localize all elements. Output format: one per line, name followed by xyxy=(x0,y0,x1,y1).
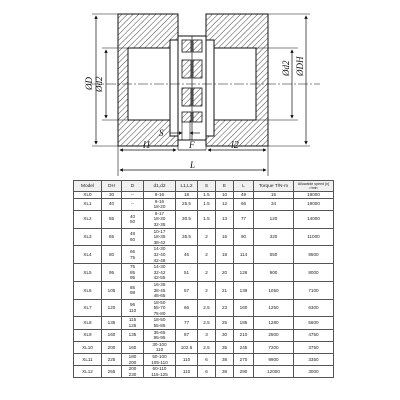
cell-d1-d2-line: 18-30 xyxy=(153,216,166,222)
cell-d1-d2-line: 18-35 xyxy=(153,234,166,240)
cell-model: XL7 xyxy=(74,299,102,317)
cell-speed: 8000 xyxy=(294,264,334,282)
cell-s: 6 xyxy=(198,366,216,378)
cell-d-line: 66 xyxy=(129,249,136,255)
cell-s: 2 xyxy=(198,246,216,264)
cell-l: 66 xyxy=(234,198,254,210)
cell-e: 12 xyxy=(216,198,234,210)
cell-d-line: 40 xyxy=(129,213,136,219)
cell-dh: 95 xyxy=(102,264,122,282)
cell-e: 15 xyxy=(216,228,234,246)
cell-d1-d2-line: 32-35 xyxy=(153,221,166,227)
label-l2: l2 xyxy=(231,140,239,151)
cell-d1-d2-line: 48-65 xyxy=(153,293,166,299)
cell-d1-d2 xyxy=(144,366,176,378)
cell-d-line: 110 xyxy=(128,308,137,314)
cell-d1-d2-line: 105-110 xyxy=(151,359,168,365)
label-s: S xyxy=(159,128,164,138)
cell-d xyxy=(122,341,144,353)
cell-model: XL9 xyxy=(74,329,102,341)
cell-l1-l2: 18 xyxy=(176,192,198,199)
cell-l1-l2: 46 xyxy=(176,246,198,264)
cell-d1-d2-line: 10-17 xyxy=(153,228,166,234)
cell-l: 210 xyxy=(234,329,254,341)
cell-l: 114 xyxy=(234,246,254,264)
cell-model: XL5 xyxy=(74,264,102,282)
cell-d-line: 180 xyxy=(128,354,137,360)
cell-d1-d2 xyxy=(144,354,176,366)
cell-model: XL0 xyxy=(74,192,102,199)
cell-d-line: -- xyxy=(130,201,135,207)
cell-l: 77 xyxy=(234,210,254,228)
header-l: L xyxy=(234,181,254,192)
cell-d1-d2 xyxy=(144,317,176,329)
cell-e: 13 xyxy=(216,210,234,228)
cell-speed: 6300 xyxy=(294,299,334,317)
cell-d xyxy=(122,228,144,246)
cell-l1-l2: 87 xyxy=(176,329,198,341)
cell-e: 38 xyxy=(216,354,234,366)
label-d2-right: Ød2 xyxy=(281,60,291,76)
cell-d1-d2 xyxy=(144,246,176,264)
table-row xyxy=(74,354,334,366)
cell-s: 1.5 xyxy=(198,198,216,210)
cell-dh: 225 xyxy=(102,354,122,366)
cell-l1-l2: 77 xyxy=(176,317,198,329)
cell-e: 38 xyxy=(216,366,234,378)
cell-d1-d2-line: 32-40 xyxy=(153,251,166,257)
cell-e: 20 xyxy=(216,264,234,282)
label-f: F xyxy=(189,140,195,150)
cell-l: 185 xyxy=(234,317,254,329)
specification-table xyxy=(73,180,334,378)
cell-d1-d2-line: 38-42 xyxy=(153,239,166,245)
cell-s: 2.5 xyxy=(198,299,216,317)
cell-e: 10 xyxy=(216,192,234,199)
cell-dh: 30 xyxy=(102,192,122,199)
cell-d1-d2-line: 8-16 xyxy=(154,198,165,204)
cell-l1-l2: 110 xyxy=(176,366,198,378)
cell-l: 90 xyxy=(234,228,254,246)
cell-d1-d2-line: 35-65 xyxy=(153,329,166,335)
cell-dh: 65 xyxy=(102,228,122,246)
cell-d1-d2-line: 32-42 xyxy=(153,269,166,275)
cell-speed: 4750 xyxy=(294,329,334,341)
cell-s: 2.5 xyxy=(198,341,216,353)
cell-e: 30 xyxy=(216,329,234,341)
cell-speed: 19000 xyxy=(294,192,334,199)
cell-torque: 2500 xyxy=(254,329,294,341)
label-d2-left: Ød2 xyxy=(94,76,104,92)
cell-d-line: 75 xyxy=(129,264,136,270)
label-dh: ØDH xyxy=(295,56,305,76)
cell-torque: 34 xyxy=(254,198,294,210)
cell-e: 21 xyxy=(216,281,234,299)
header-torque: Torque T/N-m xyxy=(254,181,294,192)
cell-d-line: 48 xyxy=(129,231,136,237)
table-row xyxy=(74,281,334,299)
cell-d-line: -- xyxy=(130,192,135,197)
cell-d1-d2-line: 8-17 xyxy=(154,210,165,216)
cell-d1-d2-line: 115-125 xyxy=(151,371,168,377)
cell-d-line: 50 xyxy=(129,219,136,225)
left-hub xyxy=(118,14,178,146)
cell-s: 2 xyxy=(198,281,216,299)
cell-torque: 7200 xyxy=(254,341,294,353)
table-row xyxy=(74,264,334,282)
table-row xyxy=(74,299,334,317)
cell-speed: 3000 xyxy=(294,366,334,378)
header-l1-l2: L1,L2 xyxy=(176,181,198,192)
cell-torque: 1280 xyxy=(254,317,294,329)
cell-d-line: 85 xyxy=(129,269,136,275)
cell-e: 25 xyxy=(216,317,234,329)
table-row xyxy=(74,198,334,210)
cell-dh: 160 xyxy=(102,329,122,341)
cell-s: 3 xyxy=(198,329,216,341)
cell-d-line: 200 xyxy=(128,366,137,372)
cell-dh: 80 xyxy=(102,246,122,264)
right-hub xyxy=(206,14,268,146)
cell-d1-d2-line: 60-110 xyxy=(152,366,167,372)
cell-l: 290 xyxy=(234,366,254,378)
cell-l: 139 xyxy=(234,281,254,299)
cell-d1-d2-line: 14-30 xyxy=(153,264,166,270)
cell-torque: 320 xyxy=(254,228,294,246)
cell-l: 126 xyxy=(234,264,254,282)
cell-d1-d2-line: 30-100 xyxy=(152,341,167,347)
cell-d1-d2 xyxy=(144,341,176,353)
cell-e: 35 xyxy=(216,341,234,353)
cell-d-line: 135 xyxy=(128,332,137,338)
cell-d xyxy=(122,198,144,210)
cell-model: XL10 xyxy=(74,341,102,353)
cell-d1-d2 xyxy=(144,228,176,246)
cell-dh: 105 xyxy=(102,281,122,299)
cell-dh: 255 xyxy=(102,366,122,378)
cell-d1-d2 xyxy=(144,210,176,228)
cell-l: 245 xyxy=(234,341,254,353)
cell-torque: 9900 xyxy=(254,354,294,366)
cell-torque: 15 xyxy=(254,192,294,199)
cell-model: XL1 xyxy=(74,198,102,210)
table-row xyxy=(74,192,334,199)
header-dh: DH xyxy=(102,181,122,192)
cell-d xyxy=(122,281,144,299)
cell-d-line: 95 xyxy=(129,275,136,281)
cell-d-line: 230 xyxy=(128,371,137,377)
cell-s: 1.5 xyxy=(198,210,216,228)
cell-d1-d2 xyxy=(144,264,176,282)
coupling-cross-section-drawing xyxy=(0,0,400,178)
cell-d1-d2-line: 8-16 xyxy=(154,192,165,197)
cell-d1-d2 xyxy=(144,192,176,199)
cell-d1-d2 xyxy=(144,299,176,317)
cell-torque: 650 xyxy=(254,246,294,264)
cell-l1-l2: 35.5 xyxy=(176,228,198,246)
cell-model: XL8 xyxy=(74,317,102,329)
cell-speed: 3750 xyxy=(294,341,334,353)
cell-d1-d2-line: 55-70 xyxy=(153,305,166,311)
table-header-row xyxy=(74,181,334,192)
cell-torque: 900 xyxy=(254,264,294,282)
cell-speed: 3350 xyxy=(294,354,334,366)
cell-d xyxy=(122,192,144,199)
cell-l: 49 xyxy=(234,192,254,199)
cell-d xyxy=(122,329,144,341)
cell-torque: 1250 xyxy=(254,299,294,317)
table-row xyxy=(74,317,334,329)
cell-d1-d2-line: 18-20 xyxy=(153,204,166,210)
table-row xyxy=(74,228,334,246)
cell-s: 1.5 xyxy=(198,192,216,199)
cell-model: XL12 xyxy=(74,366,102,378)
cell-s: 6 xyxy=(198,354,216,366)
cell-model: XL3 xyxy=(74,228,102,246)
cell-torque: 120 xyxy=(254,210,294,228)
cell-d-line: 98 xyxy=(129,290,136,296)
cell-s: 2 xyxy=(198,228,216,246)
table-row xyxy=(74,246,334,264)
cell-l: 270 xyxy=(234,354,254,366)
cell-d xyxy=(122,246,144,264)
label-d: ØD xyxy=(84,77,94,90)
cell-d xyxy=(122,354,144,366)
cell-d1-d2 xyxy=(144,281,176,299)
header-s: S xyxy=(198,181,216,192)
cell-dh: 135 xyxy=(102,317,122,329)
cell-d-line: 60 xyxy=(129,236,136,242)
table-body xyxy=(74,192,334,378)
cell-torque: 12000 xyxy=(254,366,294,378)
cell-model: XL6 xyxy=(74,281,102,299)
cell-d1-d2 xyxy=(144,198,176,210)
header-e: E xyxy=(216,181,234,192)
cell-d xyxy=(122,317,144,329)
cell-d1-d2-line: 38-45 xyxy=(153,287,166,293)
cell-l1-l2: 102.5 xyxy=(176,341,198,353)
cell-speed: 5600 xyxy=(294,317,334,329)
cell-d-line: 160 xyxy=(128,344,137,350)
label-l1: l1 xyxy=(143,140,151,151)
cell-l: 160 xyxy=(234,299,254,317)
cell-d-line: 75 xyxy=(129,254,136,260)
cell-d xyxy=(122,366,144,378)
cell-l1-l2: 25.5 xyxy=(176,198,198,210)
cell-d1-d2-line: 95-95 xyxy=(153,335,166,341)
cell-d1-d2-line: 16-35 xyxy=(153,281,166,287)
cell-speed: 14000 xyxy=(294,210,334,228)
header-model: Model xyxy=(74,181,102,192)
cell-d1-d2-line: 75-80 xyxy=(153,310,166,316)
header-d: D xyxy=(122,181,144,192)
cell-d1-d2-line: 42-55 xyxy=(153,275,166,281)
cell-l1-l2: 66 xyxy=(176,299,198,317)
table-row xyxy=(74,366,334,378)
cell-l1-l2: 30.5 xyxy=(176,210,198,228)
cell-model: XL11 xyxy=(74,354,102,366)
cell-d1-d2-line: 14-30 xyxy=(153,246,166,252)
cell-d-line: 200 xyxy=(128,359,137,365)
cell-d xyxy=(122,264,144,282)
cell-e: 23 xyxy=(216,299,234,317)
cell-e: 18 xyxy=(216,246,234,264)
cell-model: XL4 xyxy=(74,246,102,264)
label-l: L xyxy=(190,160,196,170)
cell-d-line: 125 xyxy=(128,323,137,329)
cell-dh: 40 xyxy=(102,198,122,210)
cell-speed: 7100 xyxy=(294,281,334,299)
cell-l1-l2: 110 xyxy=(176,354,198,366)
cell-speed: 11000 xyxy=(294,228,334,246)
cell-d1-d2-line: 42-48 xyxy=(153,257,166,263)
cell-dh: 200 xyxy=(102,341,122,353)
cell-d1-d2-line: 50-100 xyxy=(152,354,167,360)
cell-d xyxy=(122,299,144,317)
cell-speed: 19000 xyxy=(294,198,334,210)
cell-l1-l2: 57 xyxy=(176,281,198,299)
cell-dh: 55 xyxy=(102,210,122,228)
cell-d1-d2 xyxy=(144,329,176,341)
cell-dh: 120 xyxy=(102,299,122,317)
cell-d-line: 85 xyxy=(129,284,136,290)
table-row xyxy=(74,210,334,228)
cell-model: XL2 xyxy=(74,210,102,228)
cell-d1-d2-line: 18-50 xyxy=(153,299,166,305)
header-d1-d2: d1,d2 xyxy=(144,181,176,192)
cell-speed: 9500 xyxy=(294,246,334,264)
cell-d1-d2-line: 18-50 xyxy=(153,317,166,323)
table-row xyxy=(74,341,334,353)
cell-torque: 1050 xyxy=(254,281,294,299)
cell-d-line: 115 xyxy=(128,317,137,323)
cell-d1-d2-line: 55-85 xyxy=(153,323,166,329)
table-row xyxy=(74,329,334,341)
cell-d-line: 96 xyxy=(129,302,136,308)
cell-d1-d2-line: 110 xyxy=(155,347,164,353)
header-allowable-speed: Allowable speed [n] r/min xyxy=(294,181,334,192)
cell-l1-l2: 51 xyxy=(176,264,198,282)
cell-s: 2.5 xyxy=(198,317,216,329)
cell-d xyxy=(122,210,144,228)
cell-s: 2 xyxy=(198,264,216,282)
